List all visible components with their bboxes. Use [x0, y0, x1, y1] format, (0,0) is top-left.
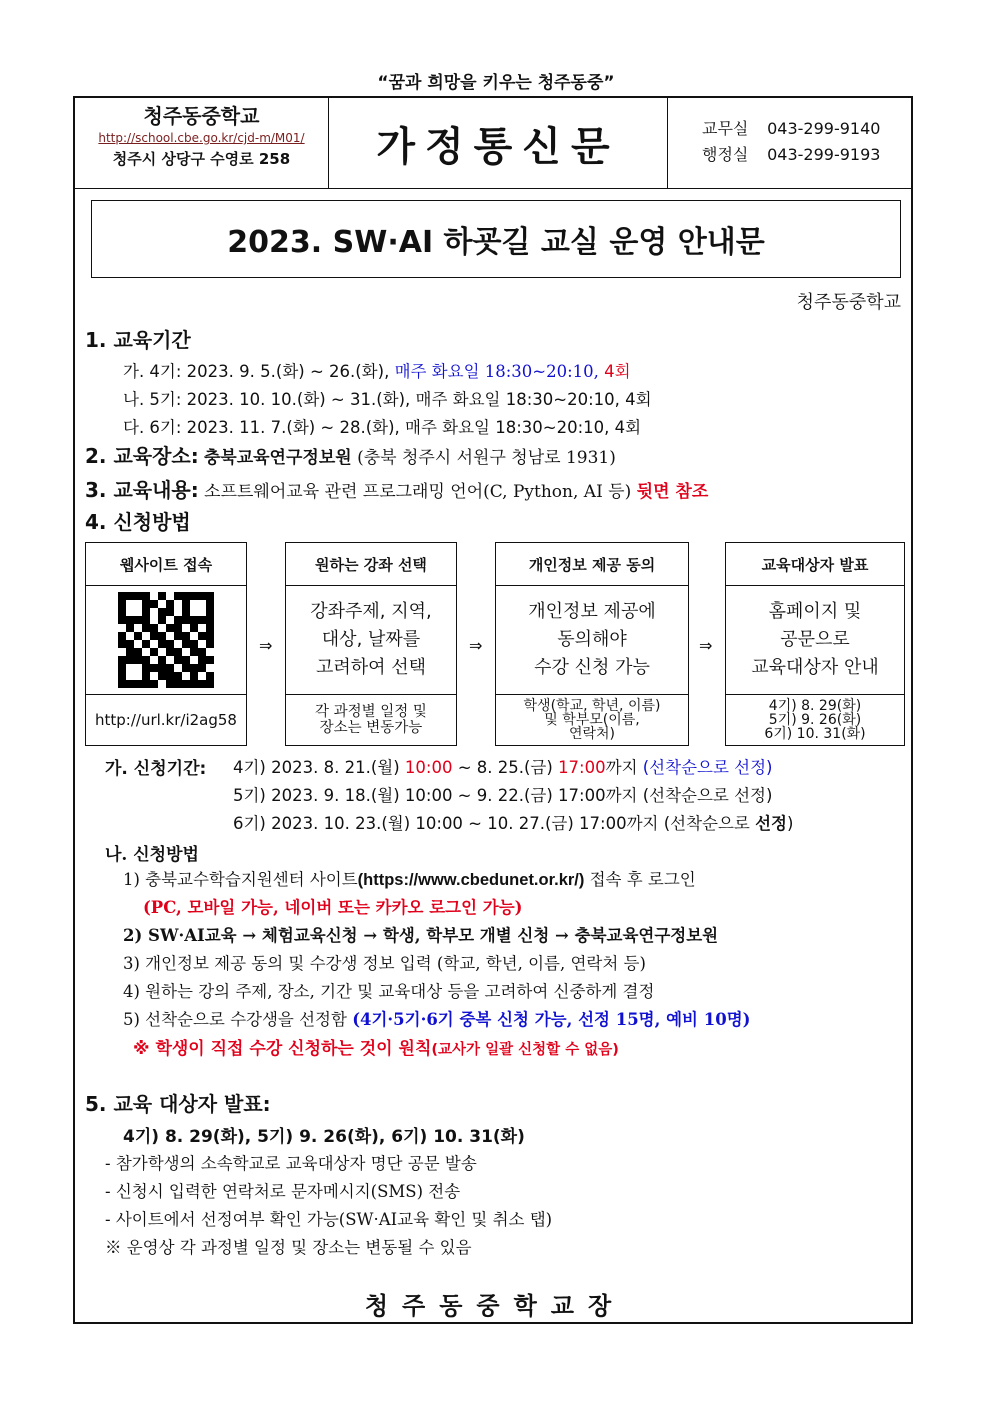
principle-text: ※ 학생이 직접 수강 신청하는 것이 원칙: [133, 1039, 432, 1059]
apply-date: 6기) 2023. 10. 23.(월) 10:00 ~ 10. 27.(금) 17:00까지 (선착순으로: [233, 814, 756, 833]
place-address: (충북 청주시 서원구 청남로 1931): [351, 448, 616, 468]
apply-suffix: 까지: [605, 758, 643, 777]
contact-phone: 043-299-9140: [767, 119, 881, 138]
section-3-heading: 3. 교육내용:: [85, 478, 199, 502]
header: [75, 98, 911, 189]
contacts: [668, 98, 911, 188]
step-foot: 각 과정별 일정 및 장소는 변동가능: [315, 704, 427, 736]
apply-period-row: [233, 754, 772, 778]
contact-phone: 043-299-9193: [767, 145, 881, 164]
contact-row: [702, 142, 911, 168]
method-step-1: [123, 866, 696, 890]
announce-item: - 참가학생의 소속학교로 교육대상자 명단 공문 발송: [105, 1154, 477, 1173]
arrow-icon: ⇒: [469, 636, 483, 655]
section-4-heading: 4. 신청방법: [85, 510, 191, 534]
principal-signature: 청주동중학교장: [364, 1292, 626, 1320]
arrow-icon: ⇒: [259, 636, 273, 655]
apply-end-time: 17:00: [558, 758, 606, 777]
method-step-3: 3) 개인정보 제공 동의 및 수강생 정보 입력 (학교, 학년, 이름, 연락처 등): [123, 954, 646, 973]
period-count: 4회: [604, 362, 631, 381]
contact-row: [702, 116, 911, 142]
step-head: 개인정보 제공 동의: [496, 543, 688, 586]
section-2: [85, 440, 616, 469]
apply-suffix: ): [786, 814, 794, 833]
step-body: 강좌주제, 지역, 대상, 날짜를 고려하여 선택: [286, 586, 456, 695]
apply-bold: 선정: [755, 814, 787, 833]
step-body: 개인정보 제공에 동의해야 수강 신청 가능: [496, 586, 688, 695]
method-text: 5) 선착순으로 수강생을 선정함: [123, 1010, 353, 1029]
site-url-link[interactable]: (https://www.cbedunet.or.kr/): [357, 871, 585, 889]
step-head: 원하는 강좌 선택: [286, 543, 456, 586]
section-1-heading: 1. 교육기간: [85, 328, 191, 352]
announce-item: - 신청시 입력한 연락처로 문자메시지(SMS) 전송: [105, 1182, 461, 1201]
method-note: (PC, 모바일 가능, 네이버 또는 카카오 로그인 가능): [143, 898, 523, 917]
school-url-link[interactable]: http://school.cbe.go.kr/cjd-m/M01/: [98, 131, 305, 145]
school-info: [75, 98, 329, 188]
school-name: 청주동중학교: [143, 104, 260, 128]
arrow-icon: ⇒: [699, 636, 713, 655]
announce-note: ※ 운영상 각 과정별 일정 및 장소는 변동될 수 있음: [105, 1238, 472, 1257]
section-5-heading: 5. 교육 대상자 발표:: [85, 1092, 271, 1116]
announce-item: - 사이트에서 선정여부 확인 가능(SW·AI교육 확인 및 취소 탭): [105, 1210, 553, 1229]
step-foot-url[interactable]: http://url.kr/i2ag58: [95, 711, 237, 729]
period-row: [123, 358, 631, 382]
step-head: 웹사이트 접속: [86, 543, 246, 586]
period-text: 가. 4기: 2023. 9. 5.(화) ~ 26.(화),: [123, 362, 395, 381]
step-body: 홈페이지 및 공문으로 교육대상자 안내: [726, 586, 904, 695]
step-website: [85, 542, 247, 746]
motto: “꿈과 희망을 키우는 청주동중”: [377, 73, 615, 93]
method-text: 접속 후 로그인: [584, 870, 696, 889]
apply-start-time: 10:00: [404, 758, 453, 777]
period-label: 가. 신청기간:: [105, 759, 207, 779]
apply-date: 4기) 2023. 8. 21.(월): [233, 758, 405, 777]
method-step-4: 4) 원하는 강의 주제, 장소, 기간 및 교육대상 등을 고려하여 신중하게 결정: [123, 982, 655, 1001]
section-2-heading: 2. 교육장소:: [85, 444, 199, 468]
place-name: 충북교육연구정보원: [203, 448, 352, 468]
contact-label: 행정실: [702, 145, 749, 164]
method-principle: [133, 1034, 619, 1059]
method-text: 1) 충북교수학습지원센터 사이트: [123, 870, 358, 889]
method-step-5: [123, 1006, 750, 1030]
step-foot: 4기) 8. 29(화) 5기) 9. 26(화) 6기) 10. 31(화): [764, 698, 866, 742]
content-text: 소프트웨어교육 관련 프로그래밍 언어(C, Python, AI 등): [198, 482, 637, 502]
apply-period-row: 5기) 2023. 9. 18.(월) 10:00 ~ 9. 22.(금) 17:00까지 (선착순으로 선정): [233, 786, 773, 805]
announce-dates: 4기) 8. 29(화), 5기) 9. 26(화), 6기) 10. 31(화): [123, 1127, 525, 1147]
method-highlight: (4기·5기·6기 중복 신청 가능, 선정 15명, 예비 10명): [352, 1010, 751, 1029]
step-announcement: [725, 542, 905, 746]
principle-note: (교사가 일괄 신청할 수 없음): [431, 1042, 619, 1058]
apply-note: (선착순으로 선정): [642, 758, 773, 777]
apply-period-row: [233, 810, 793, 834]
period-row: 나. 5기: 2023. 10. 10.(화) ~ 31.(화), 매주 화요일 18:30~20:10, 4회: [123, 390, 652, 409]
newsletter-frame: [73, 96, 913, 1324]
method-step-2: 2) SW·AI교육 → 체험교육신청 → 학생, 학부모 개별 신청 → 충북교육연구정보원: [123, 926, 719, 945]
step-body: [86, 586, 246, 695]
content-ref: 뒷면 참조: [636, 482, 709, 502]
doc-title: 가정통신문: [329, 98, 668, 188]
notice-title: 2023. SW·AI 하굣길 교실 운영 안내문: [91, 200, 901, 278]
method-label: 나. 신청방법: [105, 845, 199, 865]
step-consent: [495, 542, 689, 746]
apply-date: ~ 8. 25.(금): [452, 758, 559, 777]
issuer: 청주동중학교: [796, 292, 901, 313]
step-foot: 학생(학교, 학년, 이름) 및 학부모(이름, 연락처): [523, 698, 661, 742]
school-address: 청주시 상당구 수영로 258: [112, 150, 291, 168]
step-course-select: [285, 542, 457, 746]
contact-label: 교무실: [702, 119, 749, 138]
period-schedule: 매주 화요일 18:30~20:10,: [394, 362, 605, 381]
section-3: [85, 474, 708, 503]
step-head: 교육대상자 발표: [726, 543, 904, 586]
period-row: 다. 6기: 2023. 11. 7.(화) ~ 28.(화), 매주 화요일 18:30~20:10, 4회: [123, 418, 642, 437]
qr-code-icon[interactable]: [118, 592, 214, 688]
